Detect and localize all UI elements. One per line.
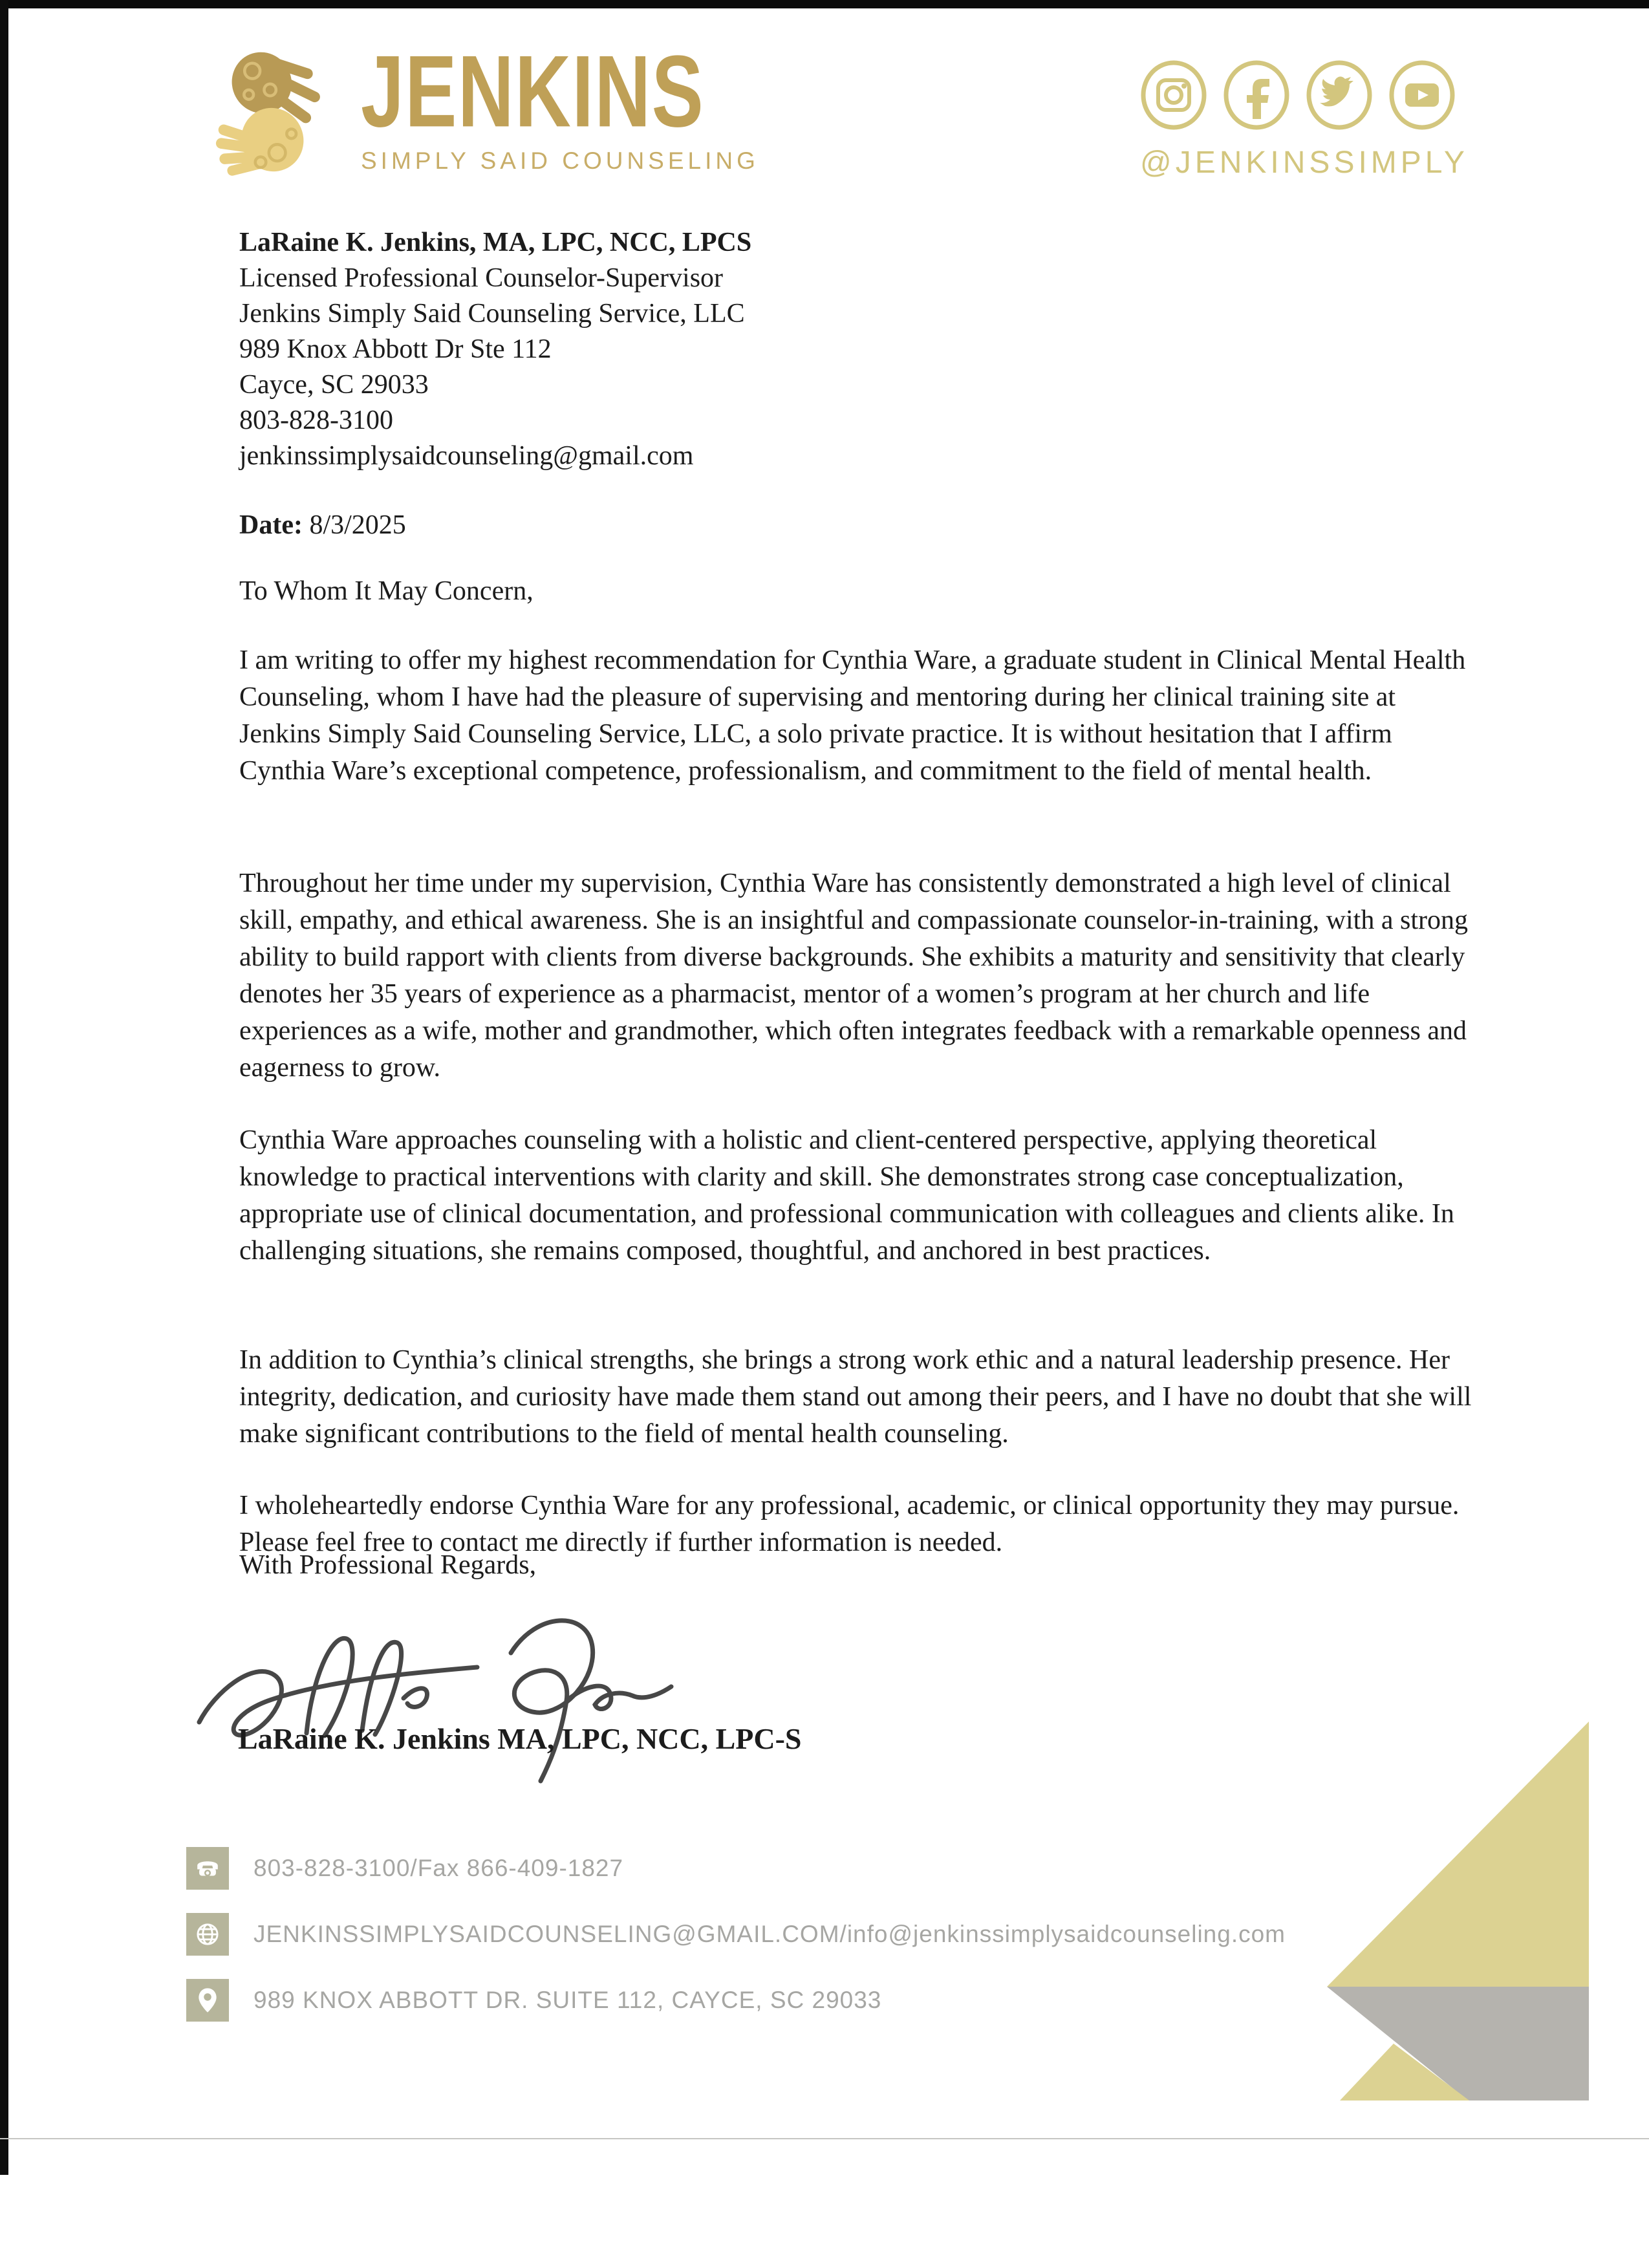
instagram-icon [1140,59,1207,131]
logo-wordmark: JENKINS [361,34,705,148]
sender-title: Licensed Professional Counselor-Supervisor [239,263,724,293]
letterhead-logo [213,34,790,182]
date-label: Date: [239,510,303,540]
footer-email-row [186,1913,1286,1956]
body-paragraph-4: In addition to Cynthia’s clinical strengths, she brings a strong work ethic and a natural leadership presence. Her integrity, dedication, and curiosity have made them stand out among their peers, and I have no doubt that she will make significant contributions to the field of mental health counseling. [239,1345,1472,1449]
sender-city: Cayce, SC 29033 [239,370,429,400]
sender-street: 989 Knox Abbott Dr Ste 112 [239,334,552,364]
salutation: To Whom It May Concern, [239,576,534,606]
date-value: 8/3/2025 [309,510,406,540]
footer-email-text: JENKINSSIMPLYSAIDCOUNSELING@GMAIL.COM/info@jenkinssimplysaidcounseling.com [253,1921,1286,1947]
scan-edge-top [0,0,1649,8]
body-paragraph-5: I wholeheartedly endorse Cynthia Ware for any professional, academic, or clinical opportunity they may pursue. Please feel free to contact me directly if further information is needed. [239,1491,1460,1557]
sender-name: LaRaine K. Jenkins, MA, LPC, NCC, LPCS [239,228,752,257]
sender-email: jenkinssimplysaidcounseling@gmail.com [239,441,694,471]
phone-icon [186,1847,229,1890]
twitter-icon [1306,59,1373,131]
sender-phone: 803-828-3100 [239,405,393,435]
footer-phone-row [186,1847,623,1890]
social-block [1140,59,1469,180]
footer-address-row [186,1979,881,2022]
youtube-icon [1388,59,1456,131]
sender-contact-block [239,225,751,474]
body-paragraph-1: I am writing to offer my highest recommendation for Cynthia Ware, a graduate student in Clinical Mental Health Counseling, whom I have had the pleasure of supervising and mentoring during her clinical training site at Jenkins Simply Said Counseling Service, LLC, a solo private practice. It is without hesitation that I affirm Cynthia Ware’s exceptional competence, professionalism, and commitment to the field of mental health. [239,645,1466,786]
closing-line: With Professional Regards, [239,1550,537,1580]
date-line [239,510,406,541]
body-paragraph-2: Throughout her time under my supervision, Cynthia Ware has consistently demonstrated a high level of clinical skill, empathy, and ethical awareness. She is an insightful and compassionate counselor-in-training, with a strong ability to build rapport with clients from diverse backgrounds. She exhibits a maturity and sensitivity that clearly denotes her 35 years of experience as a pharmacist, mentor of a women’s program at her church and life experiences as a wife, mother and grandmother, which often integrates feedback with a remarkable openness and eagerness to grow. [239,869,1468,1083]
sender-company: Jenkins Simply Said Counseling Service, LLC [239,299,745,329]
footer-address-text: 989 KNOX ABBOTT DR. SUITE 112, CAYCE, SC 29033 [253,1987,882,2013]
scan-fold-line [0,2138,1649,2139]
social-handle: @JENKINSSIMPLY [1140,146,1469,180]
footer-phone-text: 803-828-3100/Fax 866-409-1827 [253,1855,624,1881]
body-paragraph-3: Cynthia Ware approaches counseling with a holistic and client-centered perspective, applying theoretical knowledge to practical interventions with clarity and skill. She demonstrates strong case conceptualization, appropriate use of clinical documentation, and professional communication with colleagues and clients alike. In challenging situations, she remains composed, thoughtful, and anchored in best practices. [239,1125,1454,1266]
logo-tagline: SIMPLY SAID COUNSELING [361,147,759,174]
globe-icon [186,1913,229,1956]
signer-name: LaRaine K. Jenkins MA, LPC, NCC, LPC-S [238,1722,802,1755]
facebook-icon [1223,59,1290,131]
scan-edge-left [0,0,8,2175]
location-icon [186,1979,229,2022]
hands-logo-icon [213,40,336,182]
